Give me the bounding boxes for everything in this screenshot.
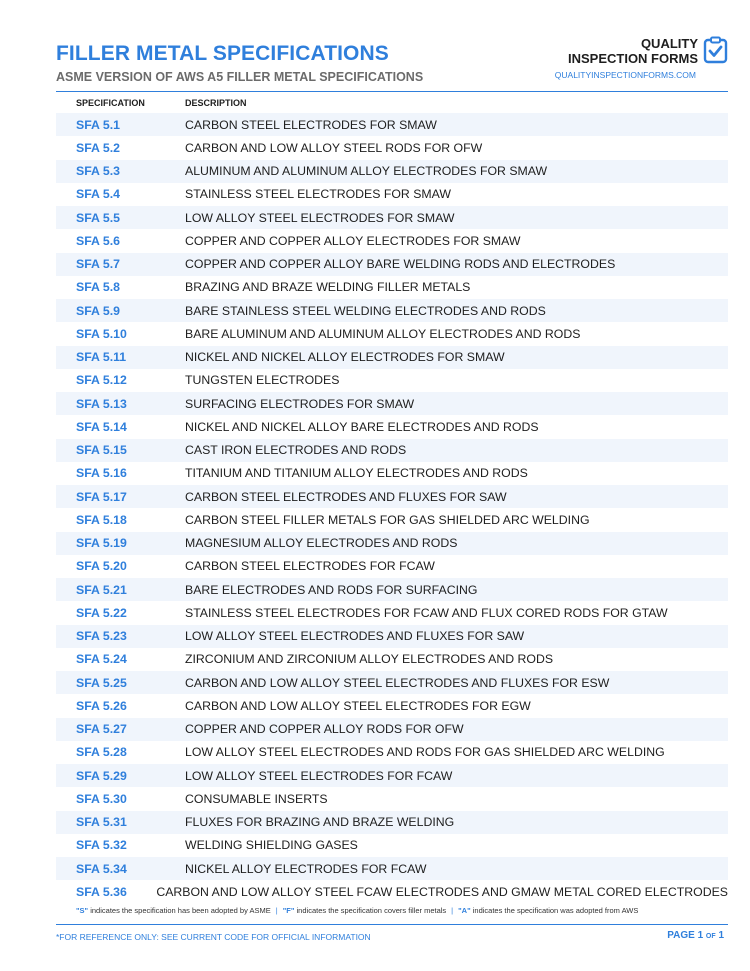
spec-code: SFA 5.4 bbox=[76, 187, 120, 202]
table-row bbox=[56, 648, 728, 671]
spec-code: SFA 5.17 bbox=[76, 489, 127, 504]
specifications-table bbox=[56, 92, 728, 904]
table-row bbox=[56, 555, 728, 578]
brand-line-1: QUALITY bbox=[640, 36, 698, 51]
spec-description: NICKEL AND NICKEL ALLOY BARE ELECTRODES AND RODS bbox=[185, 419, 539, 434]
spec-code: SFA 5.15 bbox=[76, 443, 127, 458]
table-row bbox=[56, 369, 728, 392]
spec-description: NICKEL ALLOY ELECTRODES FOR FCAW bbox=[185, 861, 427, 876]
spec-code: SFA 5.6 bbox=[76, 233, 120, 248]
legend-key-a: "A" bbox=[458, 906, 471, 915]
spec-description: STAINLESS STEEL ELECTRODES FOR FCAW AND FLUX CORED RODS FOR GTAW bbox=[185, 605, 668, 620]
table-row bbox=[56, 392, 728, 415]
page-of: OF bbox=[705, 933, 716, 940]
spec-description: BARE ALUMINUM AND ALUMINUM ALLOY ELECTRODES AND RODS bbox=[185, 326, 581, 341]
table-row bbox=[56, 741, 728, 764]
spec-description: FLUXES FOR BRAZING AND BRAZE WELDING bbox=[185, 815, 455, 830]
table-row bbox=[56, 811, 728, 834]
brand-name bbox=[568, 36, 698, 66]
table-row bbox=[56, 857, 728, 880]
table-row bbox=[56, 113, 728, 136]
spec-description: CARBON STEEL FILLER METALS FOR GAS SHIELDED ARC WELDING bbox=[185, 512, 590, 527]
page-total: 1 bbox=[718, 930, 724, 941]
table-header bbox=[56, 92, 728, 113]
spec-code: SFA 5.8 bbox=[76, 280, 120, 295]
legend-separator: | bbox=[451, 906, 454, 915]
spec-description: TITANIUM AND TITANIUM ALLOY ELECTRODES AND RODS bbox=[185, 466, 528, 481]
spec-code: SFA 5.3 bbox=[76, 164, 120, 179]
table-row bbox=[56, 834, 728, 857]
spec-code: SFA 5.30 bbox=[76, 791, 127, 806]
spec-code: SFA 5.10 bbox=[76, 326, 127, 341]
spec-code: SFA 5.11 bbox=[76, 350, 127, 365]
spec-description: LOW ALLOY STEEL ELECTRODES AND RODS FOR GAS SHIELDED ARC WELDING bbox=[185, 745, 665, 760]
page-current: 1 bbox=[697, 930, 704, 941]
legend-key-s: "S" bbox=[76, 906, 89, 915]
spec-code: SFA 5.22 bbox=[76, 605, 127, 620]
spec-description: NICKEL AND NICKEL ALLOY ELECTRODES FOR SMAW bbox=[185, 350, 505, 365]
table-row bbox=[56, 415, 728, 438]
spec-description: CARBON STEEL ELECTRODES AND FLUXES FOR SAW bbox=[185, 489, 507, 504]
legend-note bbox=[76, 906, 638, 915]
table-row bbox=[56, 485, 728, 508]
spec-description: COPPER AND COPPER ALLOY RODS FOR OFW bbox=[185, 722, 464, 737]
spec-code: SFA 5.36 bbox=[76, 884, 127, 899]
table-row bbox=[56, 229, 728, 252]
spec-code: SFA 5.32 bbox=[76, 838, 127, 853]
page-word: PAGE bbox=[667, 930, 695, 941]
spec-description: COPPER AND COPPER ALLOY BARE WELDING RODS AND ELECTRODES bbox=[185, 257, 616, 272]
spec-code: SFA 5.12 bbox=[76, 373, 127, 388]
spec-code: SFA 5.26 bbox=[76, 698, 127, 713]
spec-description: TUNGSTEN ELECTRODES bbox=[185, 373, 340, 388]
spec-description: CARBON AND LOW ALLOY STEEL ELECTRODES AND FLUXES FOR ESW bbox=[185, 675, 610, 690]
spec-code: SFA 5.2 bbox=[76, 140, 120, 155]
column-header-specification: SPECIFICATION bbox=[76, 97, 145, 108]
page-subtitle: ASME VERSION OF AWS A5 FILLER METAL SPECIFICATIONS bbox=[56, 70, 424, 84]
spec-description: LOW ALLOY STEEL ELECTRODES FOR FCAW bbox=[185, 768, 453, 783]
spec-description: BRAZING AND BRAZE WELDING FILLER METALS bbox=[185, 280, 471, 295]
spec-description: BARE STAINLESS STEEL WELDING ELECTRODES AND RODS bbox=[185, 303, 546, 318]
spec-code: SFA 5.25 bbox=[76, 675, 127, 690]
legend-text-f: indicates the specification covers filler metals bbox=[296, 906, 447, 915]
spec-code: SFA 5.21 bbox=[76, 582, 127, 597]
table-row bbox=[56, 764, 728, 787]
table-row bbox=[56, 136, 728, 159]
table-row bbox=[56, 183, 728, 206]
spec-description: STAINLESS STEEL ELECTRODES FOR SMAW bbox=[185, 187, 452, 202]
legend-key-f: "F" bbox=[282, 906, 295, 915]
spec-code: SFA 5.13 bbox=[76, 396, 127, 411]
legend-text-a: indicates the specification was adopted from AWS bbox=[472, 906, 639, 915]
table-row bbox=[56, 439, 728, 462]
spec-code: SFA 5.24 bbox=[76, 652, 127, 667]
footer-disclaimer: *FOR REFERENCE ONLY: SEE CURRENT CODE FOR OFFICIAL INFORMATION bbox=[56, 932, 371, 942]
footer-divider bbox=[56, 924, 728, 925]
spec-code: SFA 5.19 bbox=[76, 536, 127, 551]
spec-description: CARBON AND LOW ALLOY STEEL FCAW ELECTRODES AND GMAW METAL CORED ELECTRODES bbox=[156, 884, 728, 899]
table-row bbox=[56, 601, 728, 624]
spec-code: SFA 5.9 bbox=[76, 303, 120, 318]
spec-description: CONSUMABLE INSERTS bbox=[185, 791, 328, 806]
spec-description: WELDING SHIELDING GASES bbox=[185, 838, 358, 853]
spec-code: SFA 5.1 bbox=[76, 117, 120, 132]
spec-code: SFA 5.29 bbox=[76, 768, 127, 783]
spec-code: SFA 5.18 bbox=[76, 512, 127, 527]
spec-description: CARBON AND LOW ALLOY STEEL RODS FOR OFW bbox=[185, 140, 483, 155]
spec-code: SFA 5.5 bbox=[76, 210, 120, 225]
spec-description: LOW ALLOY STEEL ELECTRODES FOR SMAW bbox=[185, 210, 455, 225]
spec-description: ALUMINUM AND ALUMINUM ALLOY ELECTRODES FOR SMAW bbox=[185, 164, 548, 179]
spec-code: SFA 5.7 bbox=[76, 257, 120, 272]
table-row bbox=[56, 880, 728, 903]
spec-code: SFA 5.34 bbox=[76, 861, 127, 876]
table-body bbox=[56, 113, 728, 904]
table-row bbox=[56, 322, 728, 345]
spec-description: MAGNESIUM ALLOY ELECTRODES AND RODS bbox=[185, 536, 458, 551]
table-row bbox=[56, 718, 728, 741]
page-title: FILLER METAL SPECIFICATIONS bbox=[56, 42, 389, 65]
spec-description: SURFACING ELECTRODES FOR SMAW bbox=[185, 396, 415, 411]
table-row bbox=[56, 299, 728, 322]
table-row bbox=[56, 694, 728, 717]
spec-code: SFA 5.28 bbox=[76, 745, 127, 760]
spec-description: COPPER AND COPPER ALLOY ELECTRODES FOR SMAW bbox=[185, 233, 521, 248]
table-row bbox=[56, 462, 728, 485]
table-row bbox=[56, 671, 728, 694]
spec-description: CARBON AND LOW ALLOY STEEL ELECTRODES FOR EGW bbox=[185, 698, 531, 713]
table-row bbox=[56, 276, 728, 299]
column-header-description: DESCRIPTION bbox=[185, 97, 247, 108]
table-row bbox=[56, 578, 728, 601]
spec-code: SFA 5.14 bbox=[76, 419, 127, 434]
table-row bbox=[56, 787, 728, 810]
page-number bbox=[667, 930, 724, 941]
brand-line-2: INSPECTION FORMS bbox=[567, 51, 698, 66]
clipboard-check-icon bbox=[703, 36, 728, 64]
spec-code: SFA 5.16 bbox=[76, 466, 127, 481]
spec-description: LOW ALLOY STEEL ELECTRODES AND FLUXES FOR SAW bbox=[185, 629, 525, 644]
spec-code: SFA 5.31 bbox=[76, 815, 127, 830]
spec-code: SFA 5.23 bbox=[76, 629, 127, 644]
table-row bbox=[56, 508, 728, 531]
table-row bbox=[56, 625, 728, 648]
spec-code: SFA 5.27 bbox=[76, 722, 127, 737]
spec-description: CAST IRON ELECTRODES AND RODS bbox=[185, 443, 407, 458]
legend-separator: | bbox=[275, 906, 278, 915]
spec-code: SFA 5.20 bbox=[76, 559, 127, 574]
brand-url-link[interactable]: QUALITYINSPECTIONFORMS.COM bbox=[554, 70, 696, 80]
table-row bbox=[56, 346, 728, 369]
spec-description: CARBON STEEL ELECTRODES FOR SMAW bbox=[185, 117, 437, 132]
spec-description: CARBON STEEL ELECTRODES FOR FCAW bbox=[185, 559, 435, 574]
spec-description: BARE ELECTRODES AND RODS FOR SURFACING bbox=[185, 582, 478, 597]
table-row bbox=[56, 160, 728, 183]
table-row bbox=[56, 206, 728, 229]
table-row bbox=[56, 532, 728, 555]
spec-description: ZIRCONIUM AND ZIRCONIUM ALLOY ELECTRODES AND RODS bbox=[185, 652, 554, 667]
table-row bbox=[56, 253, 728, 276]
legend-text-s: indicates the specification has been adopted by ASME bbox=[90, 906, 271, 915]
